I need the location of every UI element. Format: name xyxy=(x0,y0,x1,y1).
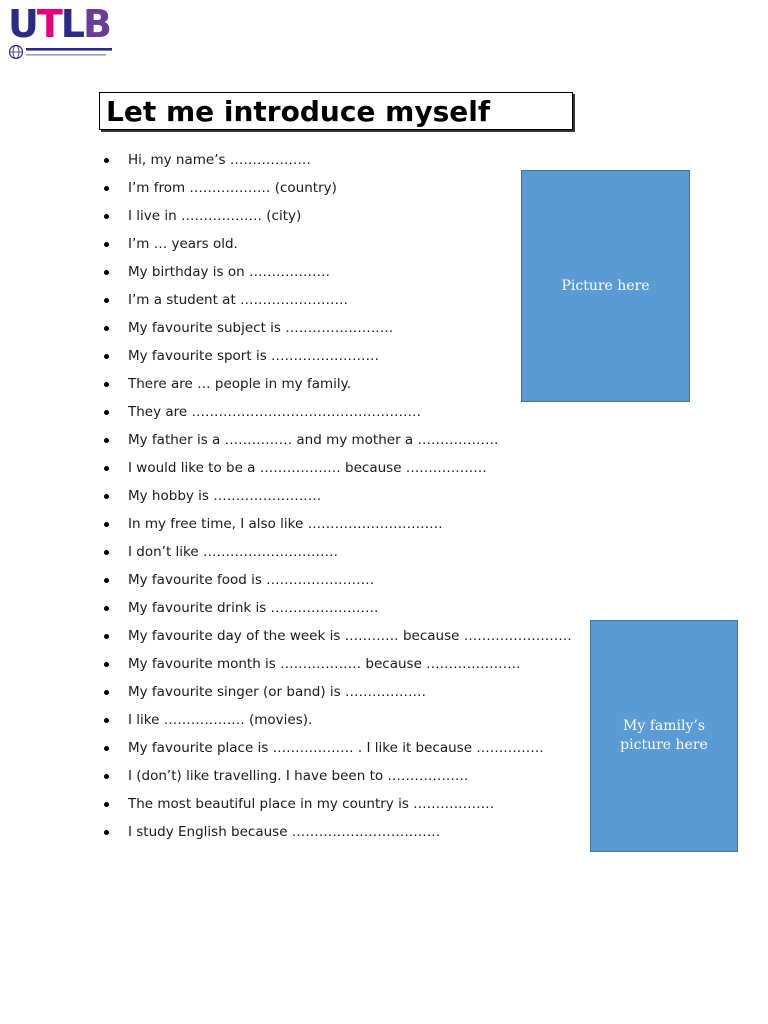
list-item-text: My father is a …………… and my mother a ……………… xyxy=(128,432,499,448)
family-picture-placeholder-label: My family’s picture here xyxy=(620,718,708,753)
bullet-icon xyxy=(104,372,110,396)
list-item-text: I would like to be a ……………… because ……………… xyxy=(128,460,487,476)
logo-letter-u: U xyxy=(8,2,37,46)
list-item-text: My favourite day of the week is ………… because …………………… xyxy=(128,628,572,644)
list-item-text: My favourite singer (or band) is ……………… xyxy=(128,684,426,700)
bullet-icon xyxy=(104,344,110,368)
list-item-text: My favourite drink is …………………… xyxy=(128,600,379,616)
bullet-icon xyxy=(104,512,110,536)
list-item-text: They are …………………………………………… xyxy=(128,404,422,420)
logo-letters xyxy=(8,4,110,44)
list-item-text: My favourite sport is …………………… xyxy=(128,348,380,364)
bullet-icon xyxy=(104,260,110,284)
list-item-text: My hobby is …………………… xyxy=(128,488,322,504)
logo-letter-l: L xyxy=(60,2,83,46)
bullet-icon xyxy=(104,316,110,340)
list-item-text: I live in ……………… (city) xyxy=(128,208,302,224)
list-item-text: I don’t like ………………………… xyxy=(128,544,338,560)
list-item-text: I like ……………… (movies). xyxy=(128,712,313,728)
bullet-icon xyxy=(104,568,110,592)
bullet-icon xyxy=(104,596,110,620)
bullet-icon xyxy=(104,708,110,732)
logo-letter-t: T xyxy=(36,2,61,46)
bullet-icon xyxy=(104,148,110,172)
bullet-icon xyxy=(104,232,110,256)
list-item-text: I’m a student at …………………… xyxy=(128,292,349,308)
bullet-icon xyxy=(104,680,110,704)
page-title: Let me introduce myself xyxy=(106,94,491,128)
list-item-text: I (don’t) like travelling. I have been to ……………… xyxy=(128,768,469,784)
list-item-text: There are … people in my family. xyxy=(128,376,351,392)
bullet-icon xyxy=(104,456,110,480)
list-item-text: I’m … years old. xyxy=(128,236,238,252)
bullet-icon xyxy=(104,820,110,844)
utlb-logo xyxy=(8,4,118,62)
list-item-text: My birthday is on ……………… xyxy=(128,264,330,280)
list-item-text: The most beautiful place in my country is ……………… xyxy=(128,796,495,812)
picture-placeholder-label: Picture here xyxy=(561,277,650,294)
bullet-icon xyxy=(104,204,110,228)
logo-globe-icon xyxy=(8,44,118,62)
picture-placeholder xyxy=(521,170,690,402)
title-box xyxy=(99,92,573,130)
bullet-icon xyxy=(104,428,110,452)
list-item-text: In my free time, I also like ………………………… xyxy=(128,516,443,532)
list-item-text: My favourite subject is …………………… xyxy=(128,320,394,336)
bullet-icon xyxy=(104,540,110,564)
list-item-text: My favourite month is ……………… because ………………… xyxy=(128,656,521,672)
bullet-icon xyxy=(104,484,110,508)
list-item-text: My favourite food is …………………… xyxy=(128,572,375,588)
list-item-text: Hi, my name’s ……………… xyxy=(128,152,311,168)
bullet-icon xyxy=(104,736,110,760)
list-item-text: I’m from ……………… (country) xyxy=(128,180,337,196)
bullet-icon xyxy=(104,400,110,424)
bullet-icon xyxy=(104,624,110,648)
bullet-icon xyxy=(104,176,110,200)
logo-letter-b: B xyxy=(83,2,110,46)
list-item-text: My favourite place is ……………… . I like it because …………… xyxy=(128,740,544,756)
list-item-text: I study English because …………………………… xyxy=(128,824,441,840)
bullet-icon xyxy=(104,288,110,312)
bullet-icon xyxy=(104,764,110,788)
family-picture-placeholder xyxy=(590,620,738,852)
bullet-icon xyxy=(104,652,110,676)
bullet-icon xyxy=(104,792,110,816)
